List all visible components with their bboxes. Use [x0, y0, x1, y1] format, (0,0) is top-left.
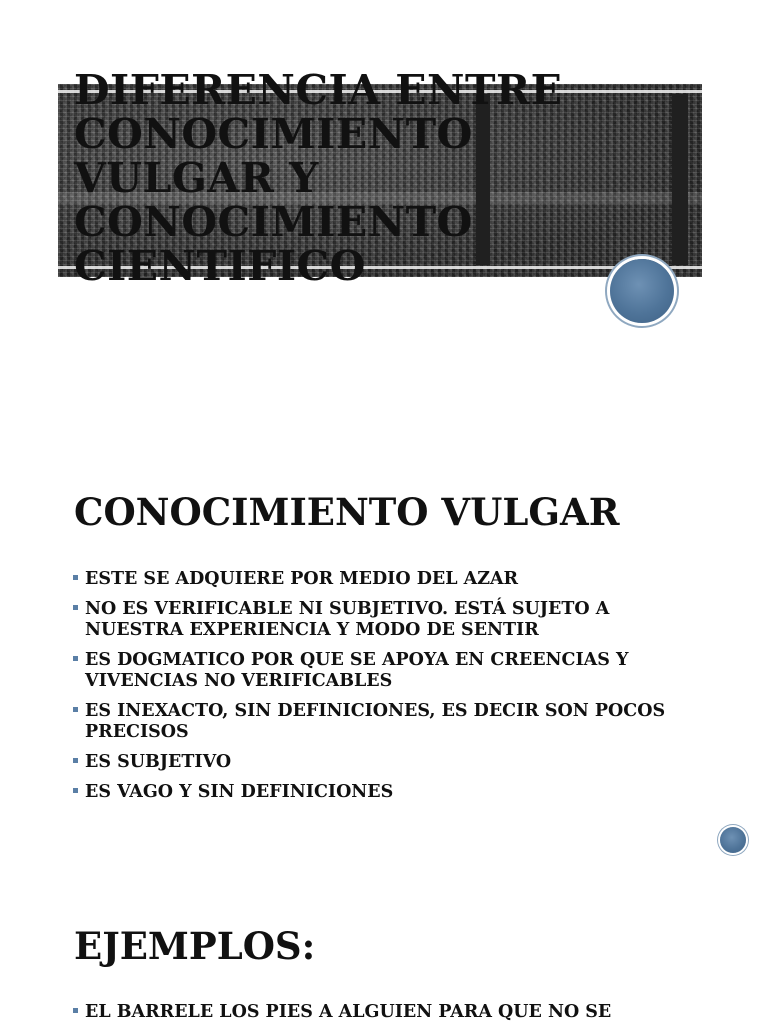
list-item: [72, 650, 692, 692]
list-item-text: EL BARRELE LOS PIES A ALGUIEN PARA QUE NO SE: [85, 1002, 612, 1022]
list-item-text: ES DOGMATICO POR QUE SE APOYA EN CREENCIAS Y VIVENCIAS NO VERIFICABLES: [85, 650, 629, 691]
list-item-text: NO ES VERIFICABLE NI SUBJETIVO. ESTÁ SUJETO A NUESTRA EXPERIENCIA Y MODO DE SENTIR: [85, 599, 610, 640]
bullet-square-icon: [73, 605, 78, 610]
list-item: [72, 752, 692, 773]
banner-dark-bar-right: [672, 94, 688, 265]
list-item: [72, 782, 692, 803]
bullet-square-icon: [73, 1008, 78, 1013]
list-item-text: ES VAGO Y SIN DEFINICIONES: [85, 782, 394, 802]
example-bullet-list: [72, 1002, 692, 1024]
bullet-square-icon: [73, 575, 78, 580]
list-item-text: ES SUBJETIVO: [85, 752, 232, 772]
slide-title: DIFERENCIA ENTRE CONOCIMIENTO VULGAR Y CONOCIMIENTO CIENTIFICO: [74, 66, 563, 290]
section-heading-ejemplos: EJEMPLOS:: [74, 924, 316, 968]
list-item: [72, 569, 692, 590]
decorative-circle-small-icon: [720, 827, 746, 853]
section-heading-conocimiento-vulgar: CONOCIMIENTO VULGAR: [74, 490, 620, 534]
list-item: [72, 599, 692, 641]
list-item-text: ES INEXACTO, SIN DEFINICIONES, ES DECIR SON POCOS PRECISOS: [85, 701, 666, 742]
decorative-circle-icon: [610, 259, 674, 323]
bullet-square-icon: [73, 758, 78, 763]
list-item-text: ESTE SE ADQUIERE POR MEDIO DEL AZAR: [85, 569, 519, 589]
list-item: [72, 1002, 692, 1023]
bullet-list: [72, 569, 692, 812]
bullet-square-icon: [73, 788, 78, 793]
list-item: [72, 701, 692, 743]
bullet-square-icon: [73, 656, 78, 661]
bullet-square-icon: [73, 707, 78, 712]
